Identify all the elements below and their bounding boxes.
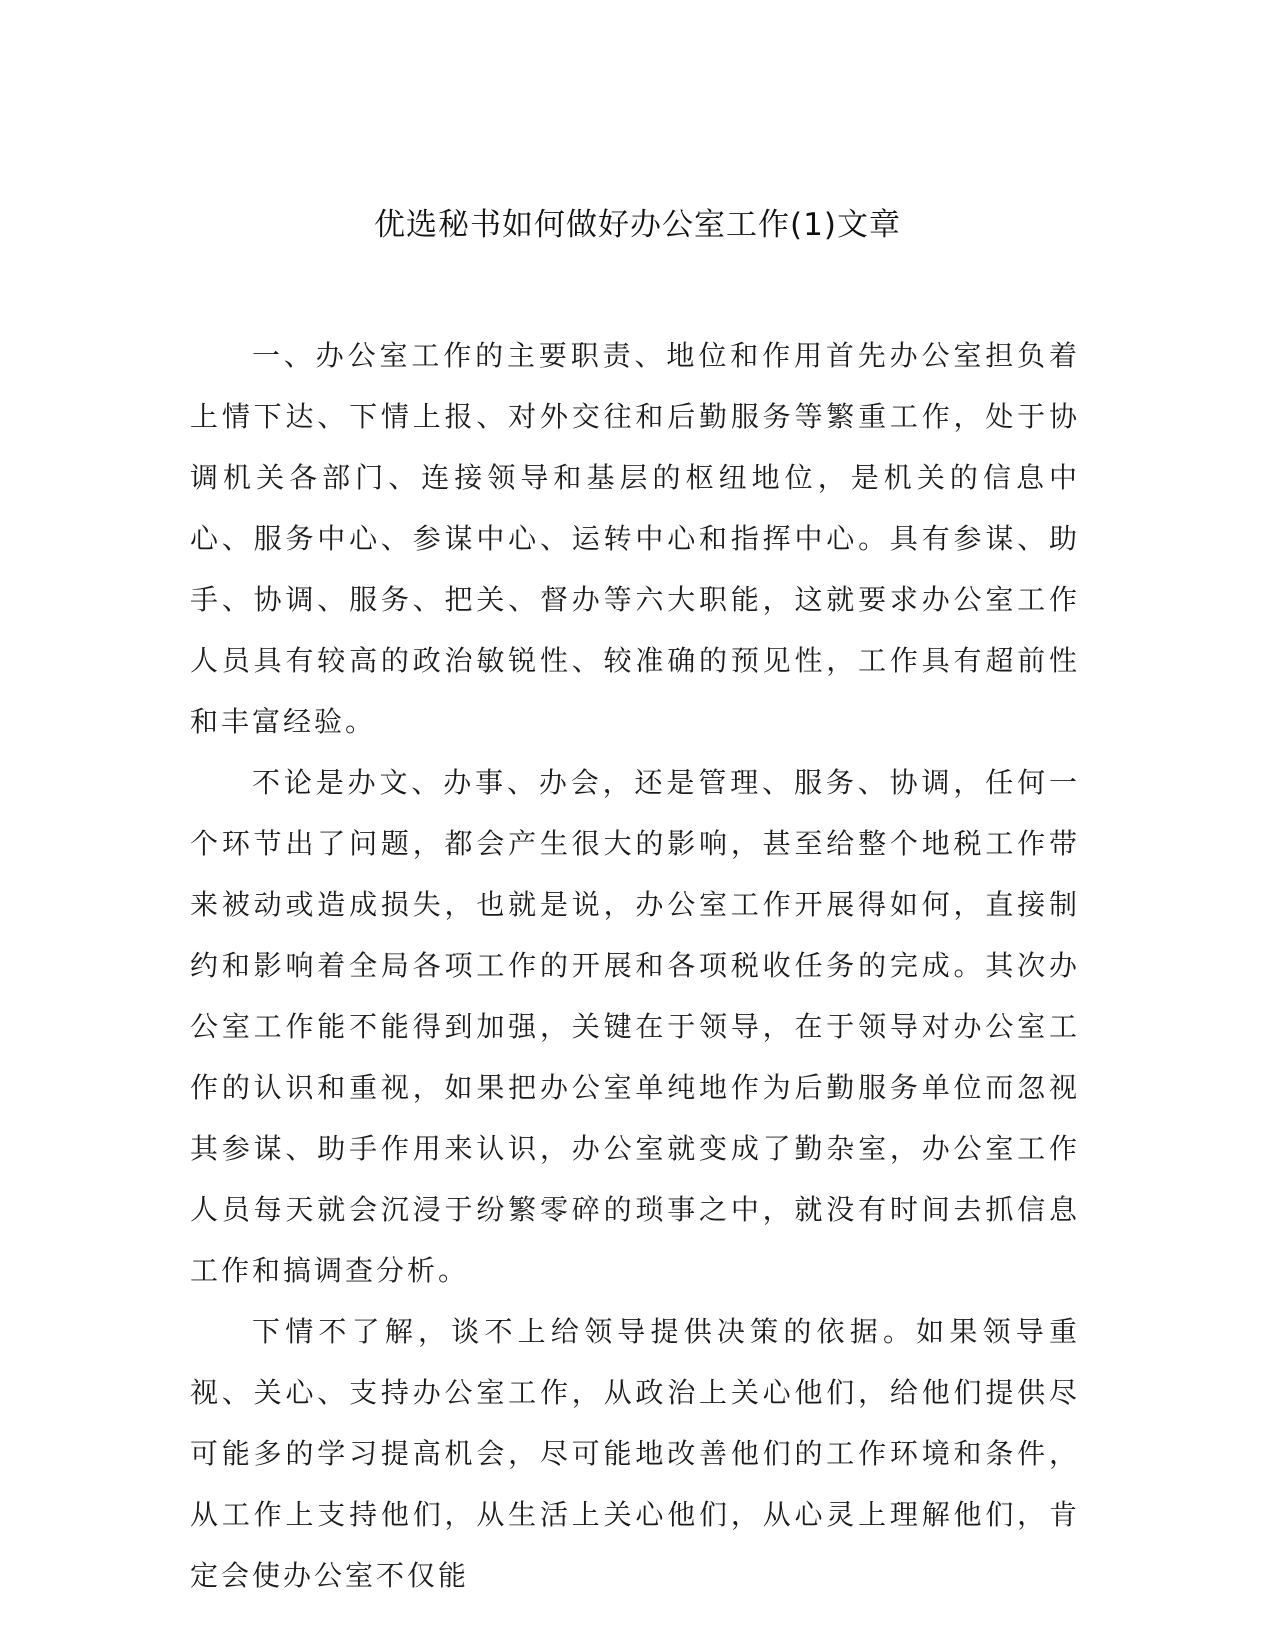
paragraph-3: 下情不了解，谈不上给领导提供决策的依据。如果领导重视、关心、支持办公室工作，从政治上关心他们，给他们提供尽可能多的学习提高机会，尽可能地改善他们的工作环境和条件，从工作上支持他们，从生活上关心他们，从心灵上理解他们，肯定会使办公室不仅能 — [190, 1315, 1080, 1592]
paragraph-2: 不论是办文、办事、办会，还是管理、服务、协调，任何一个环节出了问题，都会产生很大的影响，甚至给整个地税工作带来被动或造成损失，也就是说，办公室工作开展得如何，直接制约和影响着全局各项工作的开展和各项税收任务的完成。其次办公室工作能不能得到加强，关键在于领导，在于领导对办公室工作的认识和重视，如果把办公室单纯地作为后勤服务单位而忽视其参谋、助手作用来认识，办公室就变成了勤杂室，办公室工作人员每天就会沉浸于纷繁零碎的琐事之中，就没有时间去抓信息工作和搞调查分析。 — [190, 766, 1080, 1287]
paragraph-1: 一、办公室工作的主要职责、地位和作用首先办公室担负着上情下达、下情上报、对外交往和后勤服务等繁重工作，处于协调机关各部门、连接领导和基层的枢纽地位，是机关的信息中心、服务中心、参谋中心、运转中心和指挥中心。具有参谋、助手、协调、服务、把关、督办等六大职能，这就要求办公室工作人员具有较高的政治敏锐性、较准确的预见性，工作具有超前性和丰富经验。 — [190, 339, 1080, 738]
document-body — [190, 325, 1080, 1606]
document-title: 优选秘书如何做好办公室工作(1)文章 — [374, 207, 901, 243]
